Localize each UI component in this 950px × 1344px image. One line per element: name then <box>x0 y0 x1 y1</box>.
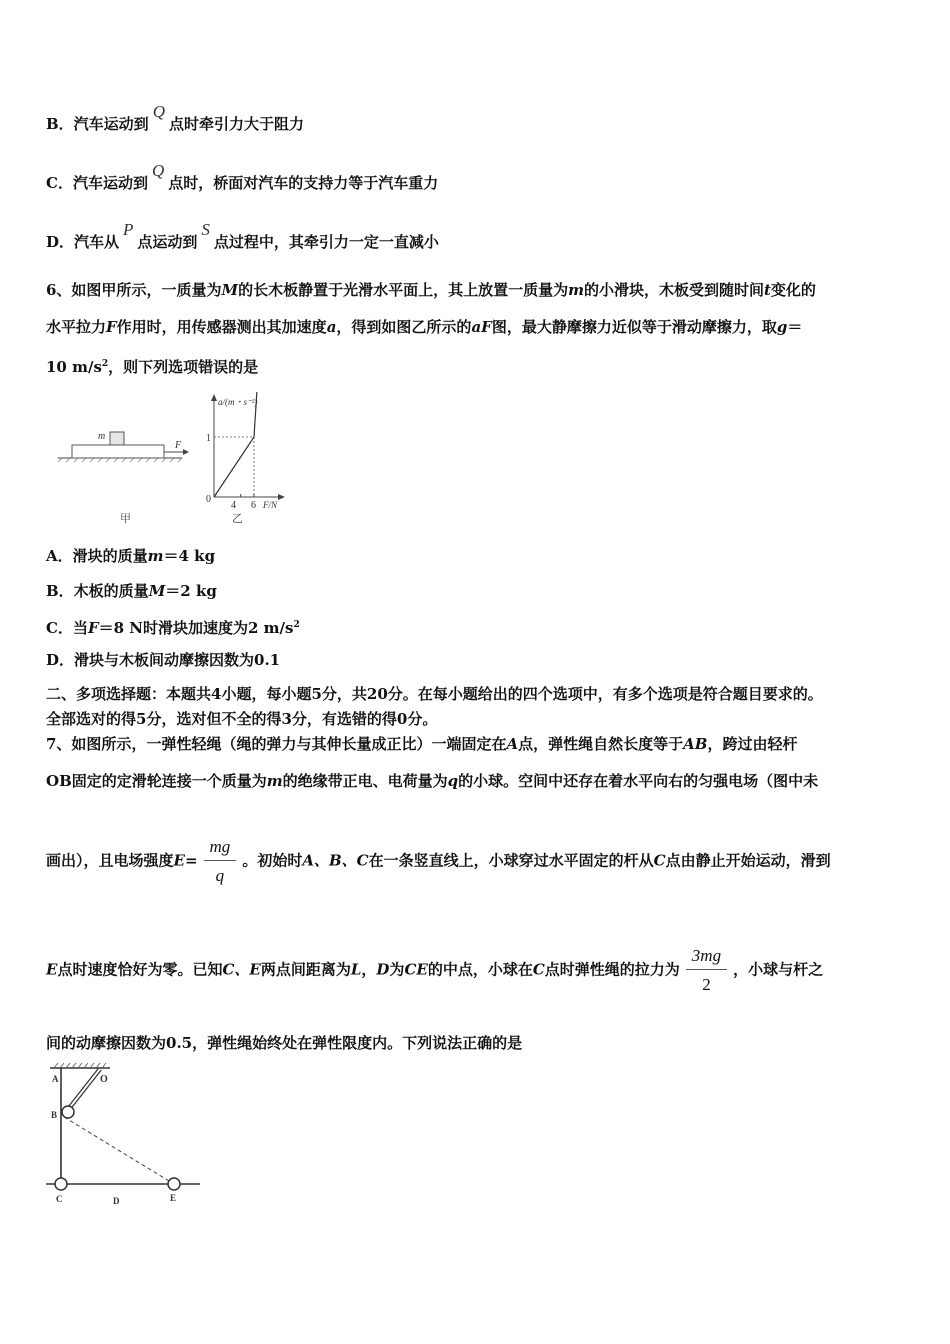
q6-line-1: 6、如图甲所示，一质量为M的长木板静置于光滑水平面上，其上放置一质量为m的小滑块，木板受到随时间t变化的 <box>46 281 816 299</box>
symbol-q: Q <box>152 102 165 121</box>
option-b: B．汽车运动到Q点时牵引力大于阻力 <box>46 102 304 133</box>
origin-label: 0 <box>206 494 211 505</box>
q6-line-3: 10 $m/s^2$，则下列选项错误的是 <box>46 358 259 376</box>
label-o: O <box>100 1074 108 1085</box>
symbol-p: P <box>123 220 134 239</box>
af-chart <box>206 392 285 525</box>
section-2-heading-2: 全部选对的得5分，选对但不全的得3分，有选错的得0分。 <box>46 710 438 728</box>
y-axis-label: a/(m・s⁻²) <box>218 397 258 407</box>
caption-yi: 乙 <box>232 513 243 525</box>
q6-option-d: D．滑块与木板间动摩擦因数为0.1 <box>46 651 281 669</box>
symbol-q: Q <box>151 161 165 180</box>
figure-q7 <box>40 1060 210 1210</box>
x-axis-label: F/N <box>263 500 278 510</box>
label-m: m <box>98 431 106 442</box>
af-series-line <box>214 392 262 497</box>
figure-q6 <box>50 392 300 532</box>
rope-dashed <box>64 1117 174 1184</box>
ball-c <box>55 1178 67 1190</box>
q6-option-c: C．当F＝8 N时滑块加速度为2 $m/s^2$ <box>46 619 300 637</box>
caption-jia: 甲 <box>120 513 131 525</box>
y-tick-label: 1 <box>206 433 211 444</box>
q7-line-2: OB固定的定滑轮连接一个质量为m的绝缘带正电、电荷量为q的小球。空间中还存在着水平向右的匀强电场（图中未 <box>46 772 819 790</box>
fraction-3mg-over-2: $\frac{3mg}{2}$ <box>686 945 727 996</box>
symbol-s: S <box>201 220 210 239</box>
long-board <box>72 445 164 458</box>
option-c: C．汽车运动到Q点时，桥面对汽车的支持力等于汽车重力 <box>46 161 439 192</box>
x-tick-label-6: 6 <box>251 500 256 511</box>
q6-option-b: B．木板的质量M＝2 kg <box>46 582 217 600</box>
q7-line-1: 7、如图所示，一弹性轻绳（绳的弹力与其伸长量成正比）一端固定在A点，弹性绳自然长度等于AB，跨过由轻杆 <box>46 735 798 753</box>
label-e: E <box>170 1193 177 1203</box>
label-c: C <box>56 1194 63 1204</box>
q6-line-2: 水平拉力F作用时，用传感器测出其加速度a，得到如图乙所示的aF图，最大静摩擦力近似等于滑动摩擦力，取g＝ <box>46 318 803 336</box>
fraction-mg-over-q: $\frac{mg}{q}$ <box>204 836 237 887</box>
small-block <box>110 432 124 445</box>
q6-option-a: A．滑块的质量m＝4 kg <box>46 547 216 565</box>
q7-line-3: 画出），且电场强度E= $\frac{mg}{q}$ 。初始时A、B、C在一条竖直线上，小球穿过水平固定的杆从C点由静止开始运动，滑到 <box>46 837 831 885</box>
label-b: B <box>51 1110 58 1120</box>
label-d: D <box>113 1196 120 1206</box>
section-2-heading-1: 二、多项选择题：本题共4小题，每小题5分，共20分。在每小题给出的四个选项中，有多个选项是符合题目要求的。 <box>46 685 823 703</box>
label-a: A <box>52 1074 59 1084</box>
q7-line-4: E点时速度恰好为零。已知C、E两点间距离为L，D为CE的中点，小球在C点时弹性绳的拉力为 $\frac{3mg}{2}$ ，小球与杆之 <box>46 946 824 994</box>
board-diagram <box>58 431 189 525</box>
x-tick-label-4: 4 <box>231 500 236 511</box>
ball-e <box>168 1178 180 1190</box>
label-f: F <box>175 440 182 451</box>
pulley <box>62 1106 74 1118</box>
option-d: D．汽车从P点运动到S点过程中，其牵引力一定一直减小 <box>46 220 439 251</box>
q7-line-5: 间的动摩擦因数为0.5，弹性绳始终处在弹性限度内。下列说法正确的是 <box>46 1034 523 1052</box>
